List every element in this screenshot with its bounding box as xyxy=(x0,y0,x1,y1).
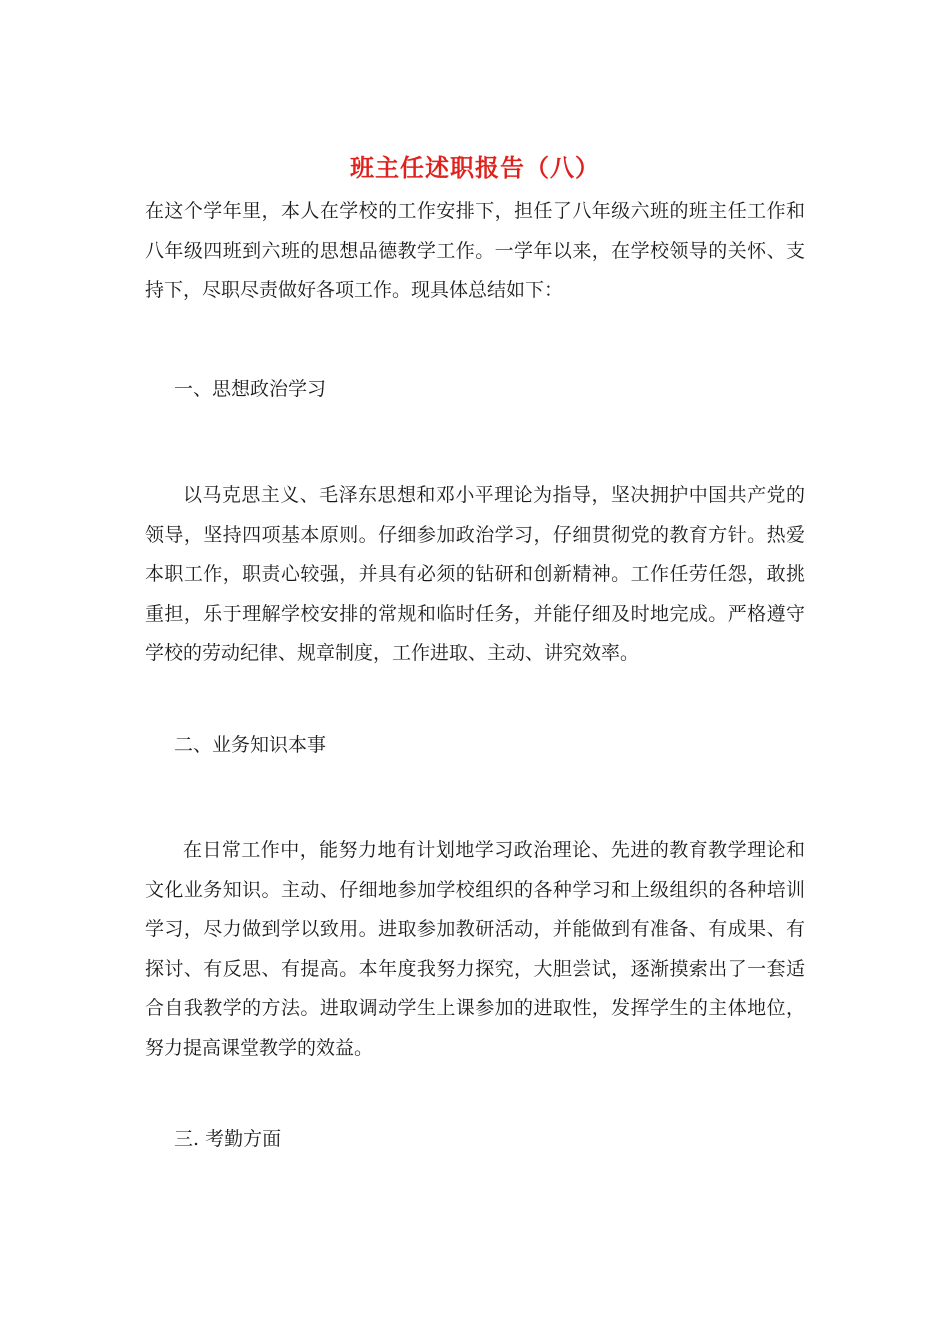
section-heading-3: 三. 考勤方面 xyxy=(174,1128,282,1150)
section-body-2: 在日常工作中，能努力地有计划地学习政治理论、先进的教育教学理论和文化业务知识。主动、仔细地参加学校组织的各种学习和上级组织的各种培训学习，尽力做到学以致用。进取参加教研活动，并能做到有准备、有成果、有探讨、有反思、有提高。本年度我努力探究，大胆尝试，逐渐摸索出了一套适合自我教学的方法。进取调动学生上课参加的进取性，发挥学生的主体地位，努力提高课堂教学的效益。 xyxy=(145,839,805,1059)
section-heading-2: 二、业务知识本事 xyxy=(174,734,327,756)
section-heading-1: 一、思想政治学习 xyxy=(174,378,327,400)
document-title: 班主任述职报告（八） xyxy=(350,153,600,182)
section-body-1: 以马克思主义、毛泽东思想和邓小平理论为指导，坚决拥护中国共产党的领导，坚持四项基本原则。仔细参加政治学习，仔细贯彻党的教育方针。热爱本职工作，职责心较强，并具有必须的钻研和创新精神。工作任劳任怨，敢挑重担，乐于理解学校安排的常规和临时任务，并能仔细及时地完成。严格遵守学校的劳动纪律、规章制度，工作进取、主动、讲究效率。 xyxy=(145,484,805,664)
intro-paragraph: 在这个学年里，本人在学校的工作安排下，担任了八年级六班的班主任工作和八年级四班到六班的思想品德教学工作。一学年以来，在学校领导的关怀、支持下，尽职尽责做好各项工作。现具体总结如下： xyxy=(145,200,805,301)
